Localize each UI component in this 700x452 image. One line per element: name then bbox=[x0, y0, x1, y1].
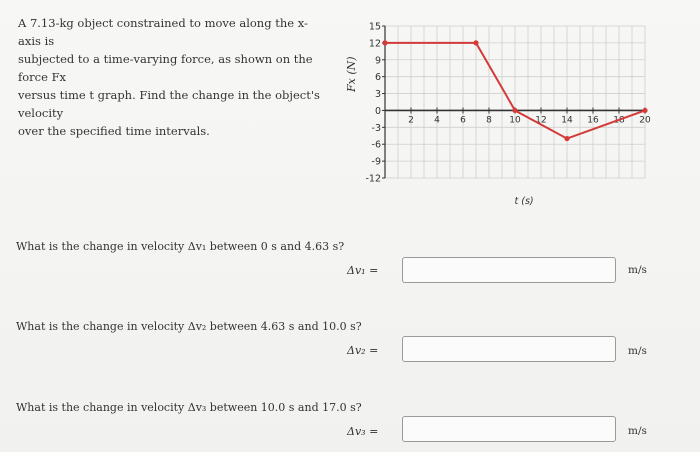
force-data-point bbox=[512, 108, 517, 113]
y-tick-label: -12 bbox=[365, 173, 381, 185]
force-data-point bbox=[382, 40, 387, 45]
y-tick-label: 9 bbox=[374, 55, 381, 67]
dv2-unit: m/s bbox=[628, 345, 647, 357]
x-tick-label: 8 bbox=[486, 115, 492, 126]
dv1-answer-input[interactable] bbox=[402, 257, 616, 283]
dv1-unit: m/s bbox=[628, 264, 647, 276]
y-tick-label: -3 bbox=[371, 122, 381, 134]
x-tick-label: 16 bbox=[587, 115, 599, 126]
intro-line: A 7.13-kg object constrained to move along the x-axis is bbox=[18, 16, 308, 48]
x-tick-label: 12 bbox=[535, 115, 547, 126]
x-tick-label: 6 bbox=[460, 115, 466, 126]
dv2-answer-input[interactable] bbox=[402, 336, 616, 362]
problem-statement bbox=[18, 14, 328, 140]
y-tick-label: -9 bbox=[371, 156, 381, 168]
force-data-point bbox=[564, 136, 569, 141]
y-tick-label: -6 bbox=[371, 139, 381, 151]
x-tick-label: 20 bbox=[639, 115, 651, 126]
y-tick-label: 0 bbox=[374, 105, 381, 117]
x-tick-label: 2 bbox=[408, 115, 414, 126]
y-tick-label: 12 bbox=[368, 38, 381, 50]
dv3-label: Δv₃ = bbox=[347, 425, 379, 438]
chart-svg bbox=[340, 18, 660, 228]
y-tick-label: 6 bbox=[374, 72, 381, 84]
x-tick-label: 4 bbox=[434, 115, 440, 126]
question-3-text: What is the change in velocity Δv₃ between 10.0 s and 17.0 s? bbox=[16, 401, 362, 414]
dv3-answer-input[interactable] bbox=[402, 416, 616, 442]
dv3-unit: m/s bbox=[628, 425, 647, 437]
chart-y-axis-label: Fx (N) bbox=[345, 56, 358, 92]
question-2-text: What is the change in velocity Δv₂ between 4.63 s and 10.0 s? bbox=[16, 320, 362, 333]
force-data-point bbox=[473, 40, 478, 45]
chart-x-axis-label: t (s) bbox=[514, 196, 534, 207]
force-time-chart bbox=[340, 18, 660, 228]
question-1-text: What is the change in velocity Δv₁ between 0 s and 4.63 s? bbox=[16, 240, 345, 253]
y-tick-label: 3 bbox=[374, 89, 381, 101]
x-tick-label: 14 bbox=[561, 115, 573, 126]
x-tick-label: 10 bbox=[509, 115, 521, 126]
x-tick-label: 18 bbox=[613, 115, 625, 126]
dv2-label: Δv₂ = bbox=[347, 344, 379, 357]
force-data-point bbox=[642, 108, 647, 113]
y-tick-label: 15 bbox=[368, 21, 381, 33]
intro-line: subjected to a time-varying force, as shown on the force Fx bbox=[18, 52, 313, 84]
intro-line: versus time t graph. Find the change in the object's velocity bbox=[18, 88, 320, 120]
dv1-label: Δv₁ = bbox=[347, 264, 379, 277]
intro-line: over the specified time intervals. bbox=[18, 124, 210, 138]
